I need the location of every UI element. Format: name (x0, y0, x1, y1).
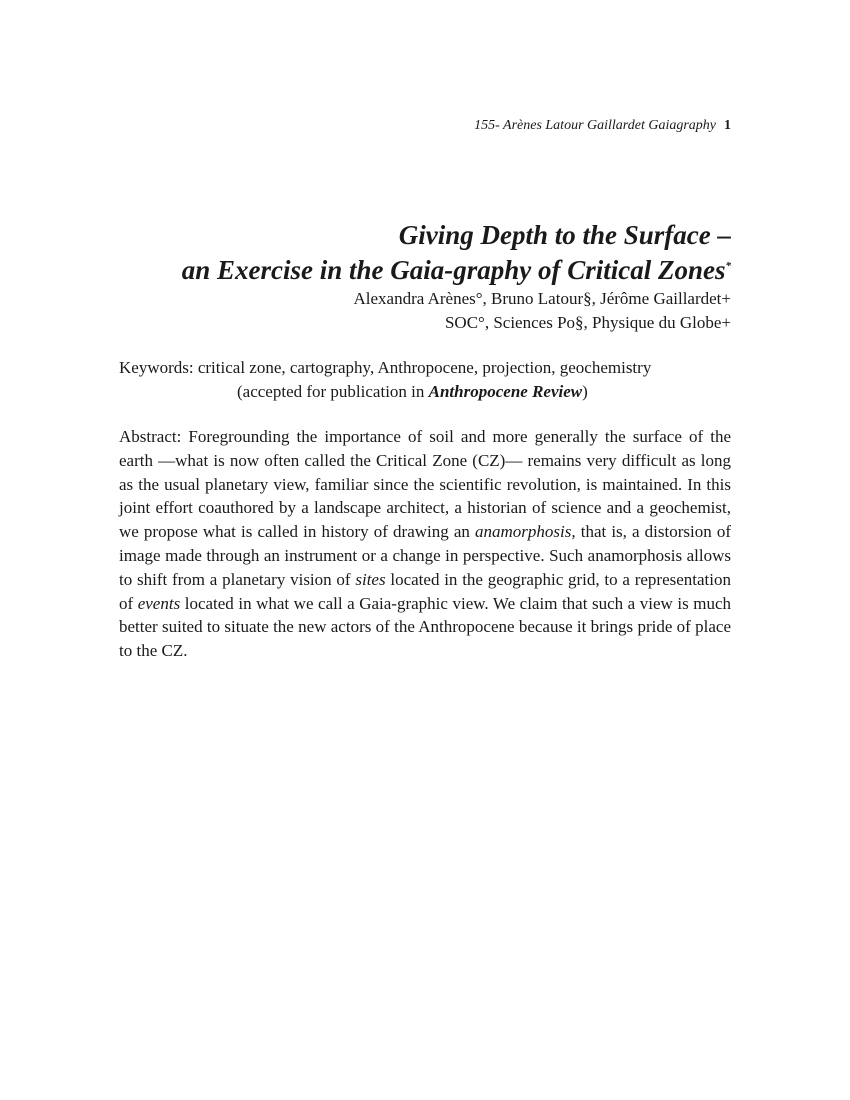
abstract-part-3: located in the geographic grid, to a representation of (119, 569, 731, 613)
acceptance-prefix: (accepted for publication in (237, 382, 429, 401)
acceptance-suffix: ) (582, 382, 588, 401)
title-line-2-text: an Exercise in the Gaia-graphy of Critical Zones (181, 255, 726, 285)
abstract-part-4: located in what we call a Gaia-graphic view. We claim that such a view is much better suited to situate the new actors of the Anthropocene because it brings pride of place to the CZ. (119, 593, 731, 661)
abstract-part-2: that is, a distorsion of image made through an instrument or a change in perspective. Such anamorphosis allows to shift from a planetary vision of (119, 522, 731, 589)
abstract-term-sites: sites (355, 569, 386, 589)
keywords-text: Keywords: critical zone, cartography, Anthropocene, projection, geochemistry (119, 358, 652, 377)
author-block (119, 287, 731, 335)
title-footnote-mark: * (725, 260, 731, 272)
abstract-term-events: events (137, 593, 181, 613)
acceptance-note (119, 380, 731, 404)
author-names: Alexandra Arènes°, Bruno Latour§, Jérôme Gaillardet+ (353, 289, 731, 308)
keywords-block (119, 356, 731, 404)
paper-title (119, 218, 731, 288)
abstract-term-anamorphosis: anamorphosis, (475, 522, 576, 542)
running-title: 155- Arènes Latour Gaillardet Gaiagraphy (474, 118, 716, 133)
abstract (119, 425, 731, 663)
author-affiliations: SOC°, Sciences Po§, Physique du Globe+ (444, 313, 731, 332)
journal-name: Anthropocene Review (428, 382, 583, 401)
title-line-2 (119, 253, 731, 288)
running-head (474, 117, 731, 135)
abstract-part-1: Abstract: Foregrounding the importance of soil and more generally the surface of the earth —what is now often called the Critical Zone (CZ)— remains very difficult as long as the usual planetary view, familiar since the scientific revolution, is maintained. In this joint effort coauthored by a landscape architect, a historian of science and a geochemist, we propose what is called in history of drawing an (119, 427, 731, 542)
page-number: 1 (724, 118, 731, 133)
title-line-1: Giving Depth to the Surface – (398, 220, 731, 250)
